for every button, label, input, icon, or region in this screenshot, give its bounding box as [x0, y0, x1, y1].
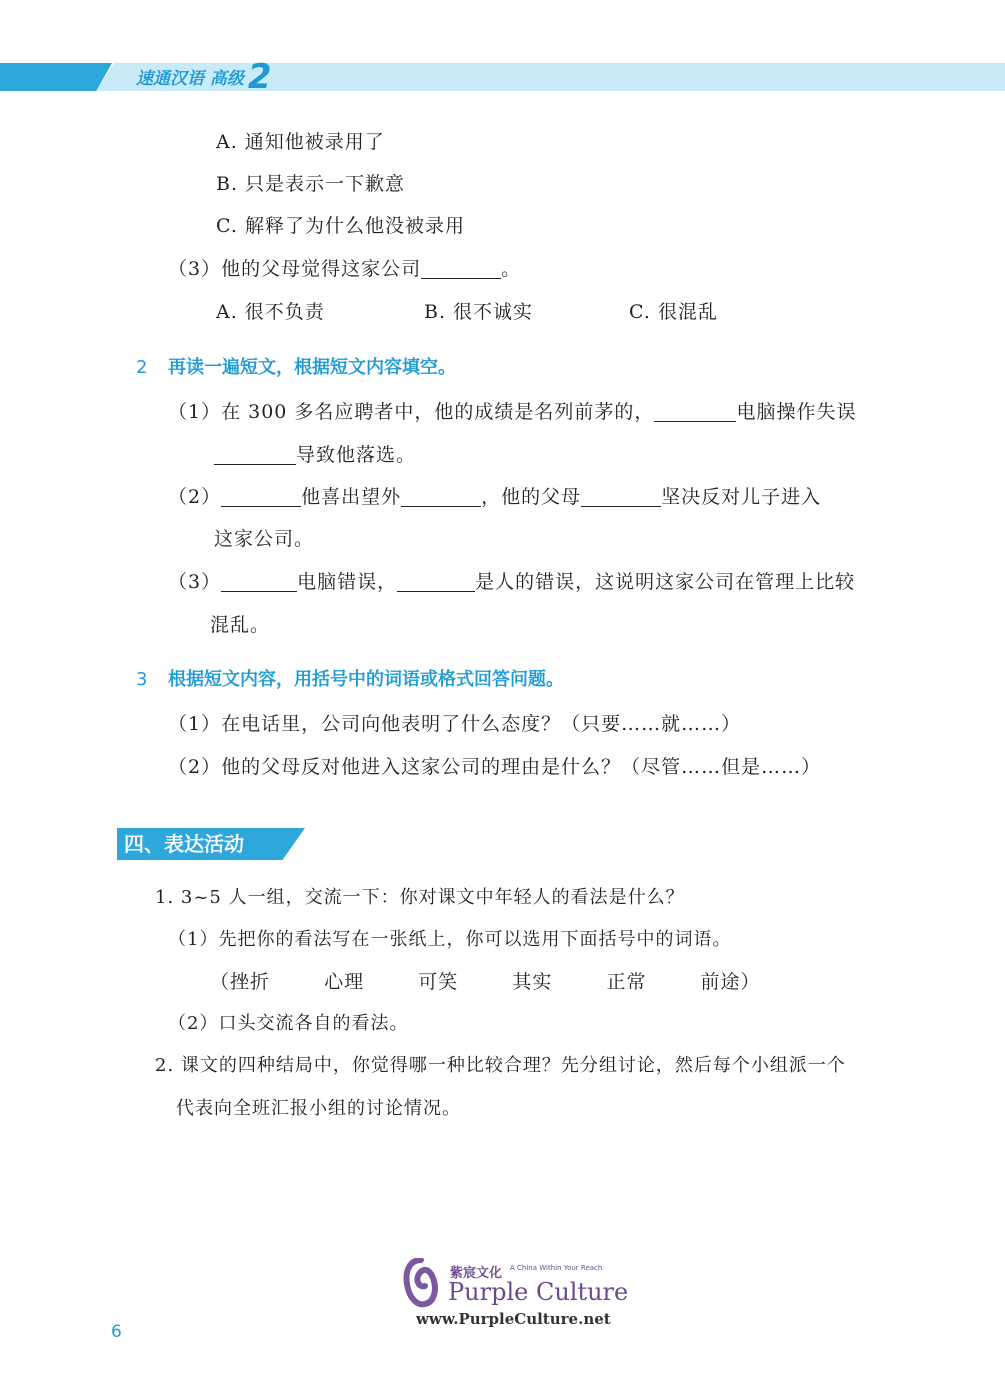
- task-1-step-1: （1）先把你的看法写在一张纸上，你可以选用下面括号中的词语。: [168, 929, 732, 950]
- answer-blank[interactable]: [214, 444, 296, 465]
- book-title: 速通汉语 高级 2: [136, 57, 272, 97]
- fill-item-1-line-1: （1）在 300 多名应聘者中，他的成绩是名列前茅的， 电脑操作失误: [168, 401, 857, 423]
- fill-item-3-line-1: （3） 电脑错误， 是人的错误，这说明这家公司在管理上比较: [168, 571, 856, 593]
- option-b: B. 只是表示一下歉意: [216, 173, 406, 195]
- q3-option-b: B. 很不诚实: [424, 301, 534, 323]
- task-2-line-1: 2. 课文的四种结局中，你觉得哪一种比较合理？先分组讨论，然后每个小组派一个: [155, 1055, 846, 1076]
- task-2-line-2: 代表向全班汇报小组的讨论情况。: [176, 1098, 461, 1119]
- word-item: （挫折: [210, 971, 271, 993]
- word-item: 心理: [324, 971, 365, 993]
- q3-option-a: A. 很不负责: [216, 301, 325, 323]
- logo-chinese-text: 紫宸文化: [450, 1266, 503, 1281]
- header-accent-bar: [0, 63, 112, 91]
- answer-item-1: （1）在电话里，公司向他表明了什么态度？（只要……就……）: [168, 713, 742, 735]
- option-c: C. 解释了为什么他没被录用: [216, 215, 465, 237]
- section-4-heading: 四、表达活动: [124, 832, 244, 856]
- word-item: 前途）: [700, 971, 761, 993]
- answer-blank[interactable]: [421, 258, 501, 279]
- page-number: 6: [111, 1322, 122, 1342]
- question-3: （3）他的父母觉得这家公司 。: [168, 258, 522, 280]
- logo-tagline: A China Within Your Reach: [510, 1264, 603, 1272]
- task-1: 1. 3~5 人一组，交流一下：你对课文中年轻人的看法是什么？: [155, 887, 685, 908]
- answer-blank[interactable]: [581, 486, 661, 507]
- task-1-step-2: （2）口头交流各自的看法。: [168, 1013, 409, 1034]
- word-item: 正常: [606, 971, 647, 993]
- answer-blank[interactable]: [397, 571, 475, 592]
- option-a: A. 通知他被录用了: [216, 131, 385, 153]
- fill-item-2-line-2: 这家公司。: [214, 528, 315, 550]
- fill-item-2-line-1: （2） 他喜出望外 ，他的父母 坚决反对儿子进入: [168, 486, 822, 508]
- section-2-heading: 2 再读一遍短文，根据短文内容填空。: [136, 357, 456, 378]
- word-item: 可笑: [418, 971, 459, 993]
- word-list: [210, 967, 761, 997]
- section-3-heading: 3 根据短文内容，用括号中的词语或格式回答问题。: [136, 669, 564, 690]
- footer-url[interactable]: www.PurpleCulture.net: [416, 1310, 611, 1328]
- answer-blank[interactable]: [221, 486, 301, 507]
- word-item: 其实: [512, 971, 553, 993]
- answer-item-2: （2）他的父母反对他进入这家公司的理由是什么？（尽管……但是……）: [168, 756, 822, 778]
- fill-item-1-line-2: 导致他落选。: [214, 440, 416, 470]
- q3-option-c: C. 很混乱: [629, 301, 718, 323]
- answer-blank[interactable]: [654, 401, 736, 422]
- purple-culture-logo-icon: [403, 1258, 439, 1308]
- logo-english-text: Purple Culture: [448, 1278, 629, 1306]
- fill-item-3-line-2: 混乱。: [210, 614, 271, 636]
- volume-number: 2: [247, 57, 272, 97]
- answer-blank[interactable]: [401, 486, 481, 507]
- answer-blank[interactable]: [221, 571, 297, 592]
